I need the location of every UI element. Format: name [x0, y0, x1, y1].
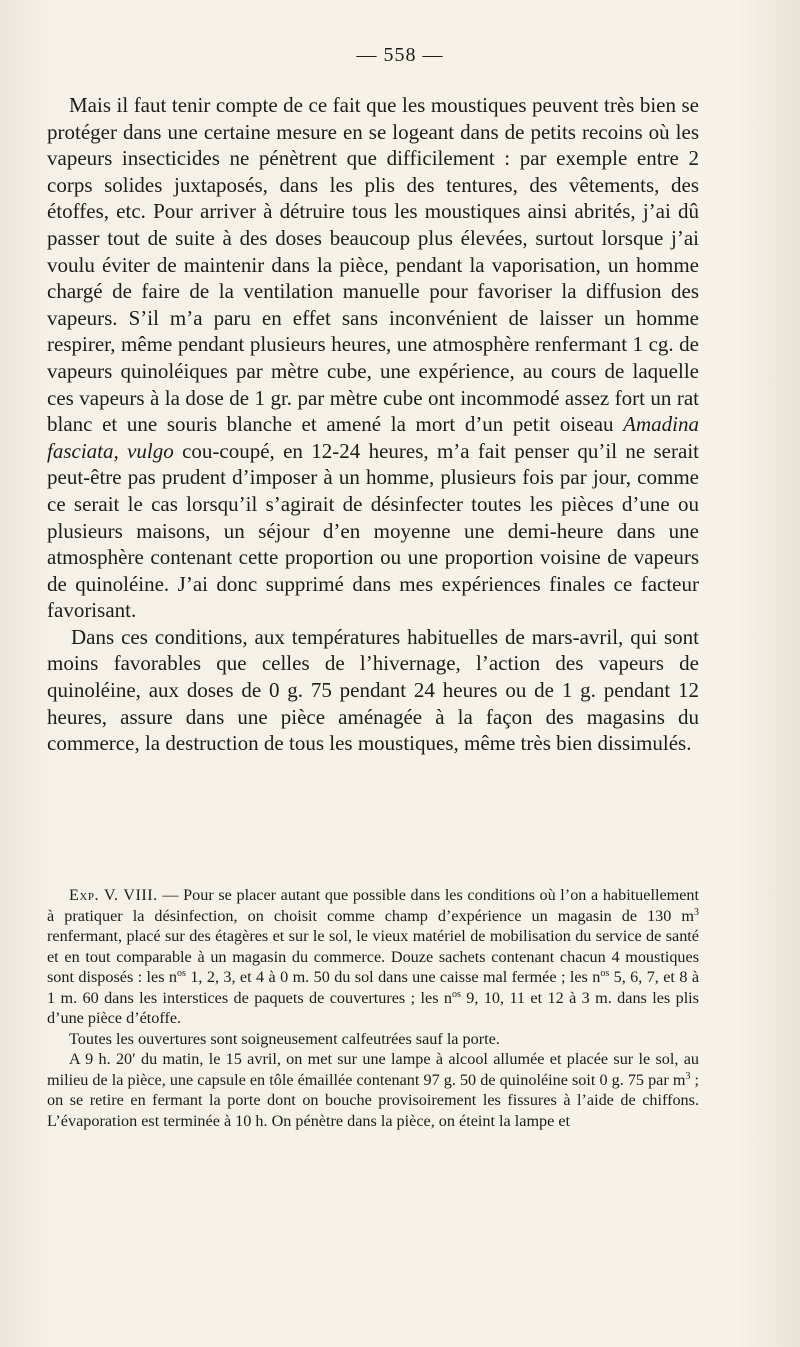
paragraph-1-text-b: cou-coupé, en 12-24 heures, m’a fait penser qu’il ne serait peut-être pas prudent d’imposer à un homme, plusieurs fois par jour, comme ce serait le cas lorsqu’il s’agirait de désinfecter toutes les pièces d’une ou plusieurs maisons, un séjour d’en moyenne une demi-heure dans une atmosphère contenant cette proportion ou une proportion voisine de vapeurs de quinoléine. J’ai donc supprimé dans mes expériences finales ce facteur favorisant. — [47, 438, 699, 623]
note-text-f: A 9 h. 20′ du matin, le 15 avril, on met sur une lampe à alcool allumée et placée sur le sol, au milieu de la pièce, une capsule en tôle émaillée contenant 97 g. 50 de quinoléine soit 0 g. 75 par m — [47, 1050, 699, 1089]
superscript: os — [451, 988, 461, 1000]
page-number: — 558 — — [356, 44, 444, 66]
superscript: os — [177, 968, 186, 979]
note-text-d: 5, 6, 7, et 8 à 1 m. 60 dans les interstices de paquets de couvertures ; les n — [47, 968, 699, 1007]
main-body-text — [47, 92, 699, 757]
experiment-note — [47, 885, 699, 1131]
superscript: os — [600, 968, 610, 979]
note-text-c: 1, 2, 3, et 4 à 0 m. 50 du sol dans une caisse mal fermée ; les n — [185, 968, 601, 986]
note-text-b: renfermant, placé sur des étagères et sur le sol, le vieux matériel de mobilisation du service de santé et en tout comparable à un magasin du commerce. Douze sachets contenant chacun 4 moustiques sont disposés : les n — [47, 927, 699, 986]
paragraph-1 — [47, 92, 699, 624]
experiment-label: Exp. V. VIII. — [69, 886, 158, 904]
note-text-g: ; on se retire en fermant la porte dont on bouche provisoirement les fissures à l’aide de chiffons. L’évaporation est terminée à 10 h. On pénètre dans la pièce, on éteint la lampe et — [47, 1070, 700, 1130]
note-text-e: 9, 10, 11 et 12 à 3 m. dans les plis d’une pièce d’étoffe. — [47, 988, 699, 1027]
note-paragraph-2: Toutes les ouvertures sont soigneusement calfeutrées sauf la porte. — [69, 1029, 500, 1048]
paragraph-1-text-a: Mais il faut tenir compte de ce fait que les moustiques peuvent très bien se protéger dans une certaine mesure en se logeant dans de petits recoins où les vapeurs insecticides ne pénètrent que difficilement : par exemple entre 2 corps solides juxtaposés, dans les plis des tentures, des vêtements, des étoffes, etc. Pour arriver à détruire tous les moustiques ainsi abrités, j’ai dû passer tout de suite à des doses beaucoup plus élevées, surtout lorsque j’ai voulu éviter de maintenir dans la pièce, pendant la vaporisation, un homme chargé de faire de la ventilation manuelle pour favoriser la diffusion des vapeurs. S’il m’a paru en effet sans inconvénient de laisser un homme respirer, même pendant plusieurs heures, une atmosphère renfermant 1 cg. de vapeurs quinoléiques par mètre cube, une expérience, au cours de laquelle ces vapeurs à la dose de 1 gr. par mètre cube ont incommodé assez fort un rat blanc et une souris blanche et amené la mort d’un petit oiseau — [47, 93, 699, 437]
superscript: 3 — [694, 906, 699, 918]
paragraph-2: Dans ces conditions, aux températures habituelles de mars-avril, qui sont moins favorables que celles de l’hivernage, l’action des vapeurs de quinoléine, aux doses de 0 g. 75 pendant 24 heures ou de 1 g. pendant 12 heures, assure dans une pièce aménagée à la façon des magasins du commerce, la destruction de tous les moustiques, même très bien dissimulés. — [47, 624, 699, 756]
species-name: Amadina fasciata, vulgo — [47, 412, 699, 463]
superscript: 3 — [685, 1070, 691, 1082]
note-paragraph-3 — [47, 1049, 699, 1131]
note-paragraph-1 — [47, 885, 699, 1029]
note-text-a: — Pour se placer autant que possible dans les conditions où l’on a habituellement à pratiquer la désinfection, on choisit comme champ d’expérience un magasin de 130 m — [47, 886, 700, 925]
